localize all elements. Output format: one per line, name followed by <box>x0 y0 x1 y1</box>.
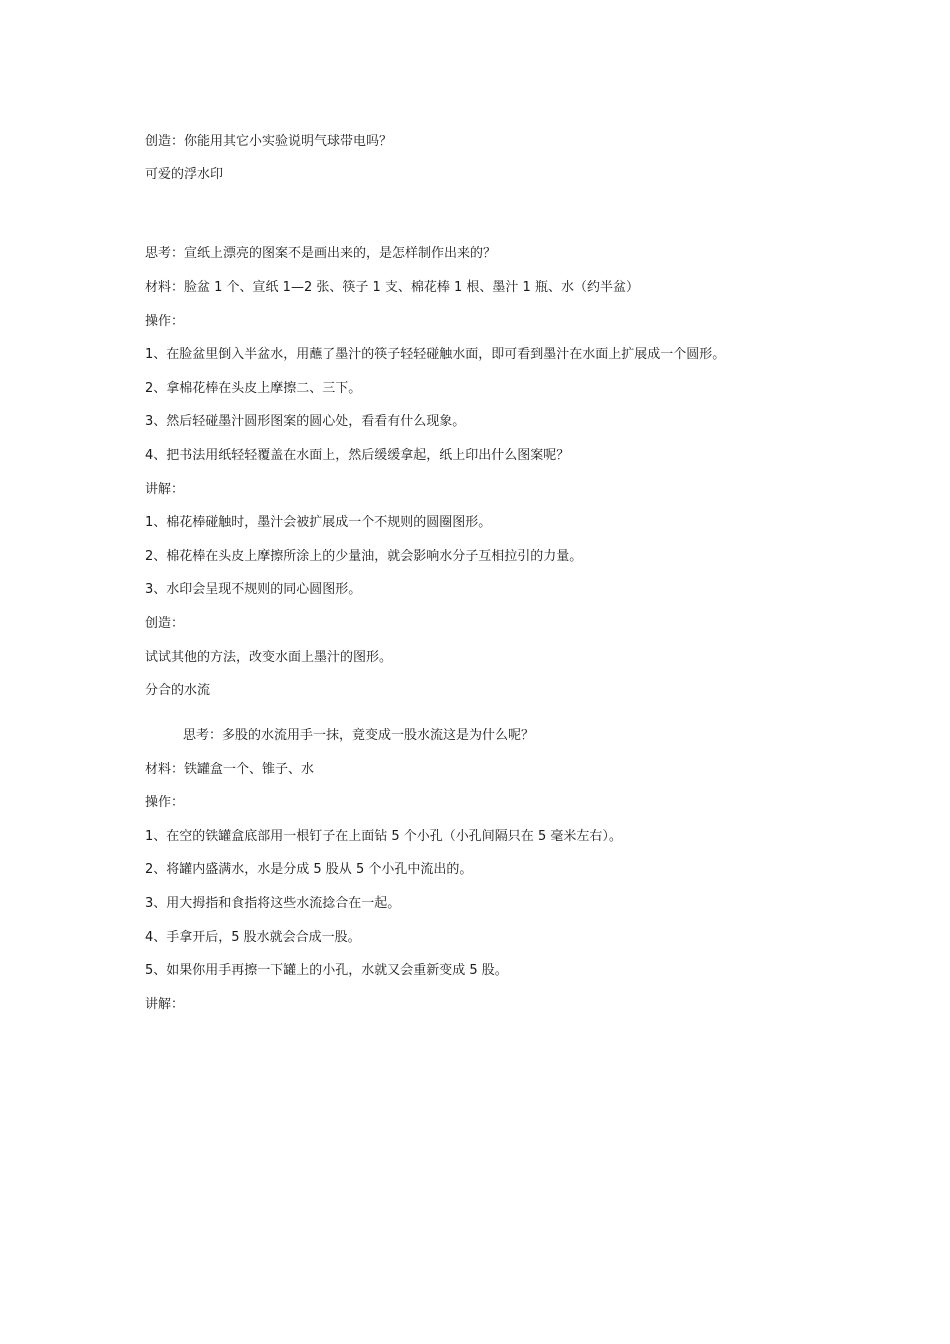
text-line-create-body: 试试其他的方法，改变水面上墨汁的图形。 <box>145 650 393 665</box>
text-line-step-1: 1、在脸盆里倒入半盆水，用蘸了墨汁的筷子轻轻碰触水面，即可看到墨汁在水面上扩展成一个圆形。 <box>145 347 726 362</box>
text-line-materials: 材料：脸盆 1 个、宣纸 1—2 张、筷子 1 支、棉花棒 1 根、墨汁 1 瓶、水（约半盆） <box>145 280 639 295</box>
text-line-explain-heading: 讲解： <box>145 482 185 497</box>
text-line-create-heading: 创造： <box>145 616 185 631</box>
text-line-step-2: 2、拿棉花棒在头皮上摩擦二、三下。 <box>145 381 362 396</box>
text-line-explain-1: 1、棉花棒碰触时，墨汁会被扩展成一个不规则的圆圈图形。 <box>145 515 492 530</box>
text-line-step-4: 4、把书法用纸轻轻覆盖在水面上，然后缓缓拿起，纸上印出什么图案呢？ <box>145 448 570 463</box>
text-line-explain-2: 2、棉花棒在头皮上摩擦所涂上的少量油，就会影响水分子互相拉引的力量。 <box>145 549 583 564</box>
section-title-watermark: 可爱的浮水印 <box>145 167 224 182</box>
text-line-explain-heading-2: 讲解： <box>145 997 185 1012</box>
text-line-step-2-2: 2、将罐内盛满水，水是分成 5 股从 5 个小孔中流出的。 <box>145 862 473 877</box>
text-line-operation-heading-2: 操作： <box>145 795 185 810</box>
section-title-water-stream: 分合的水流 <box>145 683 211 698</box>
text-line-explain-3: 3、水印会呈现不规则的同心圆图形。 <box>145 582 362 597</box>
text-line-operation-heading: 操作： <box>145 314 185 329</box>
text-line-step-2-3: 3、用大拇指和食指将这些水流捻合在一起。 <box>145 896 401 911</box>
text-line-step-3: 3、然后轻碰墨汁圆形图案的圆心处，看看有什么现象。 <box>145 414 466 429</box>
text-line-create-question: 创造：你能用其它小实验说明气球带电吗？ <box>145 134 393 149</box>
text-line-think: 思考：宣纸上漂亮的图案不是画出来的，是怎样制作出来的？ <box>145 246 497 261</box>
text-line-step-2-1: 1、在空的铁罐盒底部用一根钉子在上面钻 5 个小孔（小孔间隔只在 5 毫米左右）。 <box>145 829 622 844</box>
text-line-think-2: 思考：多股的水流用手一抹，竟变成一股水流这是为什么呢？ <box>183 728 535 743</box>
text-line-materials-2: 材料：铁罐盒一个、锥子、水 <box>145 762 315 777</box>
text-line-step-2-4: 4、手拿开后，5 股水就会合成一股。 <box>145 930 361 945</box>
text-line-step-2-5: 5、如果你用手再擦一下罐上的小孔，水就又会重新变成 5 股。 <box>145 963 508 978</box>
